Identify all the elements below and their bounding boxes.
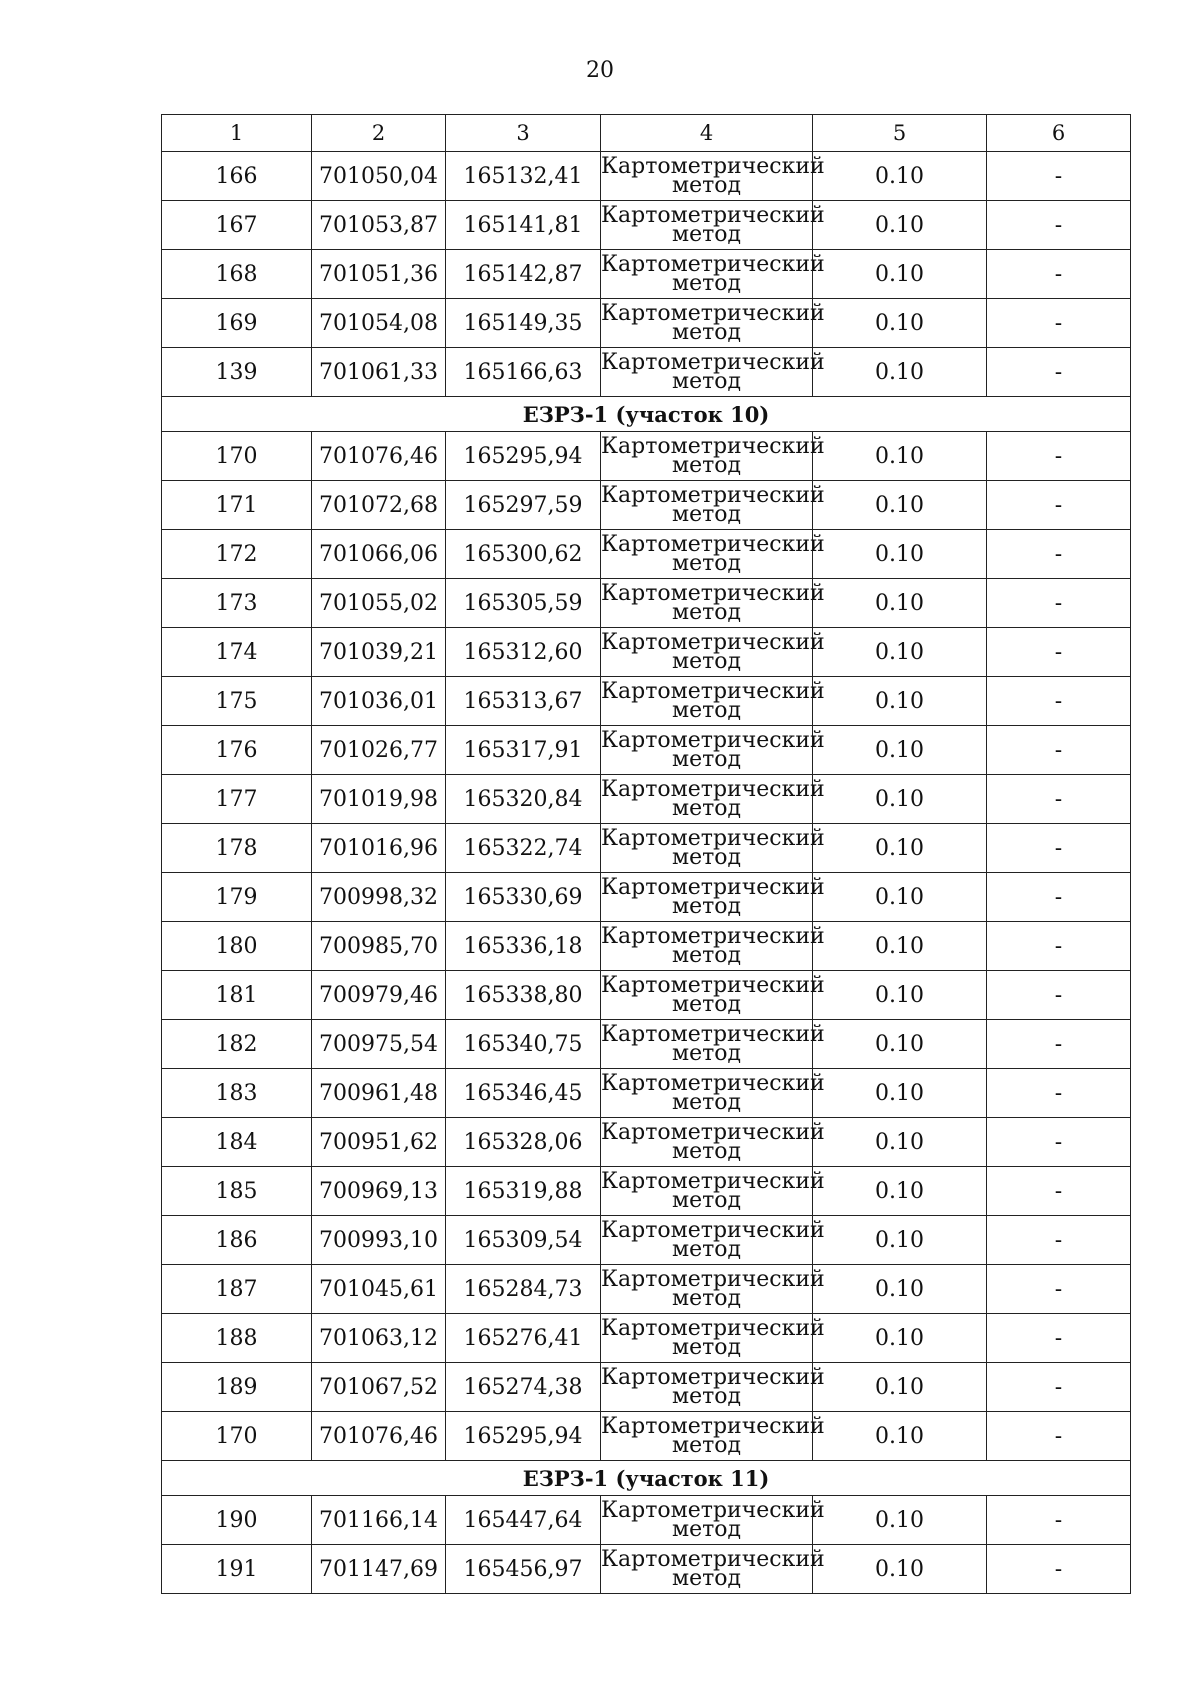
y-coordinate-cell: 165166,63 [446,348,601,397]
y-coordinate-cell: 165313,67 [446,677,601,726]
accuracy-cell: 0.10 [813,726,987,775]
table-row [162,1118,1131,1167]
x-coordinate-cell: 700961,48 [312,1069,446,1118]
method-cell: Картометрический метод [601,1363,813,1412]
note-cell: - [987,579,1131,628]
point-number-cell: 181 [162,971,312,1020]
note-cell: - [987,201,1131,250]
accuracy-cell: 0.10 [813,775,987,824]
y-coordinate-cell: 165320,84 [446,775,601,824]
table-row [162,922,1131,971]
y-coordinate-cell: 165340,75 [446,1020,601,1069]
y-coordinate-cell: 165276,41 [446,1314,601,1363]
y-coordinate-cell: 165297,59 [446,481,601,530]
method-cell: Картометрический метод [601,1216,813,1265]
method-cell: Картометрический метод [601,775,813,824]
point-number-cell: 183 [162,1069,312,1118]
table-row [162,628,1131,677]
note-cell: - [987,530,1131,579]
method-cell: Картометрический метод [601,348,813,397]
point-number-cell: 172 [162,530,312,579]
accuracy-cell: 0.10 [813,299,987,348]
accuracy-cell: 0.10 [813,922,987,971]
accuracy-cell: 0.10 [813,348,987,397]
method-cell: Картометрический метод [601,201,813,250]
method-cell: Картометрический метод [601,1265,813,1314]
note-cell: - [987,775,1131,824]
method-cell: Картометрический метод [601,1496,813,1545]
method-cell: Картометрический метод [601,873,813,922]
accuracy-cell: 0.10 [813,1118,987,1167]
y-coordinate-cell: 165274,38 [446,1363,601,1412]
method-cell: Картометрический метод [601,1412,813,1461]
method-cell: Картометрический метод [601,1314,813,1363]
x-coordinate-cell: 701016,96 [312,824,446,873]
table-row [162,873,1131,922]
point-number-cell: 173 [162,579,312,628]
y-coordinate-cell: 165300,62 [446,530,601,579]
table-row [162,824,1131,873]
method-cell: Картометрический метод [601,152,813,201]
point-number-cell: 175 [162,677,312,726]
table-row [162,677,1131,726]
note-cell: - [987,922,1131,971]
note-cell: - [987,1496,1131,1545]
point-number-cell: 178 [162,824,312,873]
method-cell: Картометрический метод [601,922,813,971]
x-coordinate-cell: 701067,52 [312,1363,446,1412]
point-number-cell: 166 [162,152,312,201]
coordinates-table [161,114,1131,1594]
method-cell: Картометрический метод [601,1118,813,1167]
y-coordinate-cell: 165456,97 [446,1545,601,1594]
y-coordinate-cell: 165312,60 [446,628,601,677]
x-coordinate-cell: 700998,32 [312,873,446,922]
point-number-cell: 171 [162,481,312,530]
table-row [162,432,1131,481]
method-cell: Картометрический метод [601,971,813,1020]
y-coordinate-cell: 165295,94 [446,1412,601,1461]
x-coordinate-cell: 701055,02 [312,579,446,628]
column-header: 2 [312,115,446,152]
y-coordinate-cell: 165149,35 [446,299,601,348]
accuracy-cell: 0.10 [813,1069,987,1118]
point-number-cell: 174 [162,628,312,677]
note-cell: - [987,1363,1131,1412]
accuracy-cell: 0.10 [813,677,987,726]
page-number: 20 [586,58,614,83]
accuracy-cell: 0.10 [813,530,987,579]
table-row [162,1069,1131,1118]
y-coordinate-cell: 165284,73 [446,1265,601,1314]
y-coordinate-cell: 165305,59 [446,579,601,628]
x-coordinate-cell: 701147,69 [312,1545,446,1594]
accuracy-cell: 0.10 [813,152,987,201]
point-number-cell: 167 [162,201,312,250]
y-coordinate-cell: 165319,88 [446,1167,601,1216]
table-row [162,530,1131,579]
note-cell: - [987,971,1131,1020]
point-number-cell: 188 [162,1314,312,1363]
y-coordinate-cell: 165328,06 [446,1118,601,1167]
x-coordinate-cell: 701045,61 [312,1265,446,1314]
point-number-cell: 180 [162,922,312,971]
x-coordinate-cell: 701054,08 [312,299,446,348]
table-row [162,201,1131,250]
accuracy-cell: 0.10 [813,579,987,628]
note-cell: - [987,481,1131,530]
point-number-cell: 186 [162,1216,312,1265]
note-cell: - [987,1167,1131,1216]
point-number-cell: 182 [162,1020,312,1069]
x-coordinate-cell: 701019,98 [312,775,446,824]
method-cell: Картометрический метод [601,824,813,873]
table-row [162,299,1131,348]
table-row [162,348,1131,397]
x-coordinate-cell: 701063,12 [312,1314,446,1363]
column-header: 3 [446,115,601,152]
note-cell: - [987,628,1131,677]
y-coordinate-cell: 165330,69 [446,873,601,922]
y-coordinate-cell: 165338,80 [446,971,601,1020]
x-coordinate-cell: 700951,62 [312,1118,446,1167]
point-number-cell: 185 [162,1167,312,1216]
column-header: 4 [601,115,813,152]
method-cell: Картометрический метод [601,1545,813,1594]
x-coordinate-cell: 701076,46 [312,1412,446,1461]
x-coordinate-cell: 701053,87 [312,201,446,250]
table-row [162,481,1131,530]
note-cell: - [987,726,1131,775]
section-row [162,397,1131,432]
table-body [162,115,1131,1594]
accuracy-cell: 0.10 [813,1363,987,1412]
x-coordinate-cell: 701076,46 [312,432,446,481]
point-number-cell: 170 [162,432,312,481]
note-cell: - [987,1314,1131,1363]
point-number-cell: 190 [162,1496,312,1545]
note-cell: - [987,1069,1131,1118]
note-cell: - [987,432,1131,481]
x-coordinate-cell: 701051,36 [312,250,446,299]
x-coordinate-cell: 701039,21 [312,628,446,677]
column-header: 1 [162,115,312,152]
accuracy-cell: 0.10 [813,824,987,873]
x-coordinate-cell: 701066,06 [312,530,446,579]
point-number-cell: 189 [162,1363,312,1412]
table-row [162,1363,1131,1412]
y-coordinate-cell: 165336,18 [446,922,601,971]
table-row [162,775,1131,824]
accuracy-cell: 0.10 [813,971,987,1020]
method-cell: Картометрический метод [601,530,813,579]
accuracy-cell: 0.10 [813,1216,987,1265]
note-cell: - [987,348,1131,397]
header-row [162,115,1131,152]
x-coordinate-cell: 700969,13 [312,1167,446,1216]
point-number-cell: 179 [162,873,312,922]
y-coordinate-cell: 165447,64 [446,1496,601,1545]
point-number-cell: 168 [162,250,312,299]
table-row [162,152,1131,201]
accuracy-cell: 0.10 [813,432,987,481]
point-number-cell: 169 [162,299,312,348]
method-cell: Картометрический метод [601,579,813,628]
table-row [162,1216,1131,1265]
column-header: 5 [813,115,987,152]
accuracy-cell: 0.10 [813,1167,987,1216]
table-row [162,726,1131,775]
x-coordinate-cell: 700993,10 [312,1216,446,1265]
y-coordinate-cell: 165132,41 [446,152,601,201]
accuracy-cell: 0.10 [813,481,987,530]
table-row [162,250,1131,299]
section-title: ЕЗРЗ-1 (участок 10) [162,397,1131,432]
x-coordinate-cell: 701166,14 [312,1496,446,1545]
accuracy-cell: 0.10 [813,1314,987,1363]
method-cell: Картометрический метод [601,481,813,530]
note-cell: - [987,1118,1131,1167]
accuracy-cell: 0.10 [813,1020,987,1069]
accuracy-cell: 0.10 [813,201,987,250]
method-cell: Картометрический метод [601,1167,813,1216]
point-number-cell: 170 [162,1412,312,1461]
method-cell: Картометрический метод [601,677,813,726]
table-row [162,1496,1131,1545]
table-row [162,1545,1131,1594]
table-row [162,1265,1131,1314]
note-cell: - [987,677,1131,726]
y-coordinate-cell: 165317,91 [446,726,601,775]
x-coordinate-cell: 701026,77 [312,726,446,775]
x-coordinate-cell: 700979,46 [312,971,446,1020]
method-cell: Картометрический метод [601,1020,813,1069]
note-cell: - [987,1545,1131,1594]
section-row [162,1461,1131,1496]
table-row [162,1314,1131,1363]
method-cell: Картометрический метод [601,432,813,481]
y-coordinate-cell: 165322,74 [446,824,601,873]
note-cell: - [987,250,1131,299]
y-coordinate-cell: 165295,94 [446,432,601,481]
note-cell: - [987,1216,1131,1265]
point-number-cell: 187 [162,1265,312,1314]
point-number-cell: 139 [162,348,312,397]
accuracy-cell: 0.10 [813,1496,987,1545]
y-coordinate-cell: 165141,81 [446,201,601,250]
x-coordinate-cell: 700975,54 [312,1020,446,1069]
method-cell: Картометрический метод [601,299,813,348]
point-number-cell: 177 [162,775,312,824]
x-coordinate-cell: 700985,70 [312,922,446,971]
method-cell: Картометрический метод [601,628,813,677]
accuracy-cell: 0.10 [813,1412,987,1461]
point-number-cell: 176 [162,726,312,775]
accuracy-cell: 0.10 [813,628,987,677]
point-number-cell: 184 [162,1118,312,1167]
x-coordinate-cell: 701036,01 [312,677,446,726]
note-cell: - [987,873,1131,922]
note-cell: - [987,299,1131,348]
point-number-cell: 191 [162,1545,312,1594]
note-cell: - [987,1020,1131,1069]
table-row [162,1412,1131,1461]
section-title: ЕЗРЗ-1 (участок 11) [162,1461,1131,1496]
x-coordinate-cell: 701061,33 [312,348,446,397]
y-coordinate-cell: 165142,87 [446,250,601,299]
accuracy-cell: 0.10 [813,250,987,299]
note-cell: - [987,824,1131,873]
y-coordinate-cell: 165309,54 [446,1216,601,1265]
accuracy-cell: 0.10 [813,1265,987,1314]
accuracy-cell: 0.10 [813,873,987,922]
note-cell: - [987,152,1131,201]
method-cell: Картометрический метод [601,1069,813,1118]
x-coordinate-cell: 701050,04 [312,152,446,201]
table-row [162,1167,1131,1216]
column-header: 6 [987,115,1131,152]
table-row [162,1020,1131,1069]
x-coordinate-cell: 701072,68 [312,481,446,530]
method-cell: Картометрический метод [601,726,813,775]
table-row [162,971,1131,1020]
y-coordinate-cell: 165346,45 [446,1069,601,1118]
method-cell: Картометрический метод [601,250,813,299]
note-cell: - [987,1265,1131,1314]
accuracy-cell: 0.10 [813,1545,987,1594]
note-cell: - [987,1412,1131,1461]
table-row [162,579,1131,628]
